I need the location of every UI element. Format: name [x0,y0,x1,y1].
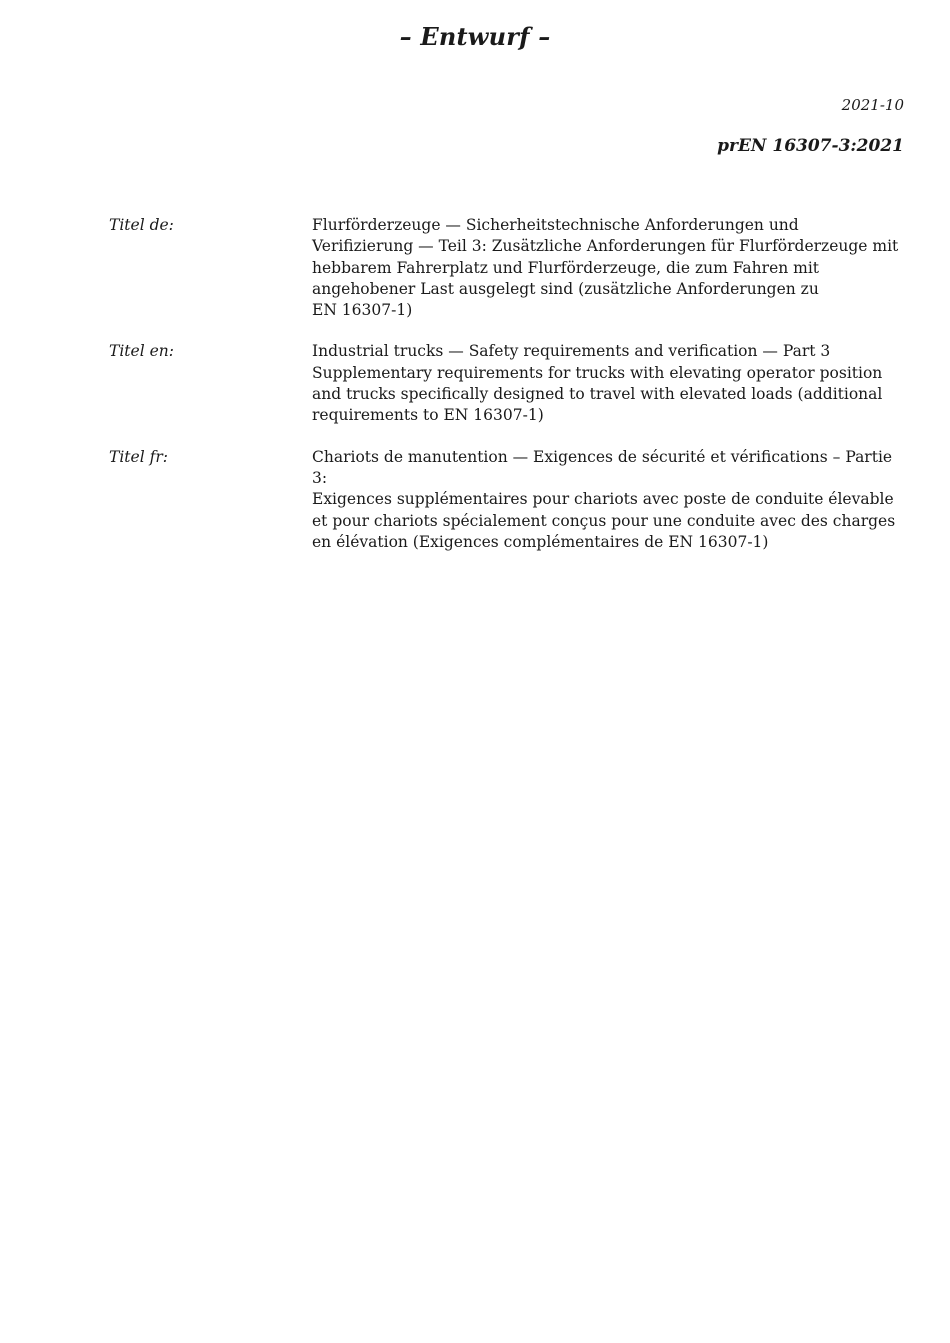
title-text-fr: Chariots de manutention — Exigences de sécurité et vérifications – Partie 3: Exigences supplémentaires pour chariots avec poste de conduite élevable et pour chariots spécialement conçus pour une conduite avec des charges en élévation (Exigences complémentaires de EN 16307-1) [312,447,896,551]
document-number: prEN 16307-3:2021 [717,136,904,156]
document-date: 2021-10 [841,96,904,114]
title-row-en [109,341,909,426]
title-text-de: Flurförderzeuge — Sicherheitstechnische Anforderungen und Verifizierung — Teil 3: Zusätzliche Anforderungen für Flurförderzeuge mit hebbarem Fahrerplatz und Flurförderzeuge, die zum Fahren mit angehobener Last ausgelegt sind (zusätzliche Anforderungen zu EN 16307-1) [312,216,899,320]
title-row-fr [109,447,909,553]
title-row-de [109,215,909,321]
title-list [109,215,909,573]
title-label-de: Titel de: [109,216,174,234]
draft-heading: – Entwurf – [399,22,551,51]
title-label-en: Titel en: [109,342,174,361]
title-label-fr: Titel fr: [109,447,168,466]
title-text-en: Industrial trucks — Safety requirements and verification — Part 3 Supplementary requirements for trucks with elevating operator position and trucks specifically designed to travel with elevated loads (additional requirements to EN 16307-1) [312,342,883,425]
